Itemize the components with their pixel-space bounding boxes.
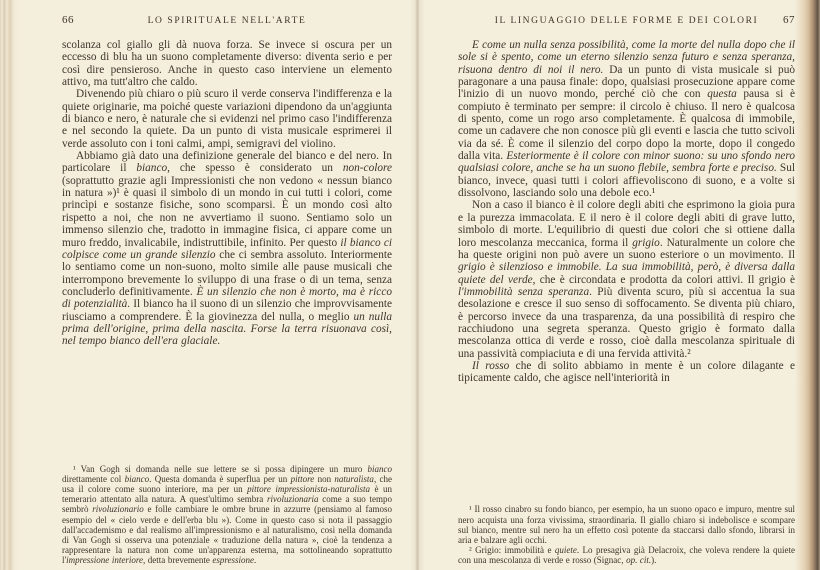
left-page-edge [0, 0, 20, 570]
right-page-body [458, 39, 795, 385]
body-paragraph: Abbiamo già dato una definizione generale del bianco e del nero. In particolare il bianco, che spesso è considerato un non-colore (soprattutto grazie agli Impressionisti che non vedono « nessun bianco in natura »)¹ è quasi il simbolo di un mondo in cui tutti i colori, come princìpi e sostanze fisiche, sono scomparsi. È un mondo così alto rispetto a noi, che non ne avvertiamo il suono. Sentiamo solo un immenso silenzio che, tradotto in immagine fisica, ci appare come un muro freddo, invalicabile, indistruttibile, infinito. Per questo il bianco ci colpisce come un grande silenzio che ci sembra assoluto. Interiormente lo sentiamo come un non-suono, molto simile alle pause musicali che interrompono brevemente lo sviluppo di una frase o di un tema, senza concluderlo definitivamente. È un silenzio che non è morto, ma è ricco di potenzialità. Il bianco ha il suono di un silenzio che improvvisamente riusciamo a comprendere. È la giovinezza del nulla, o meglio un nulla prima dell'origine, prima della nascita. Forse la terra risuonava così, nel tempo bianco dell'era glaciale. [62, 150, 392, 348]
body-paragraph: E come un nulla senza possibilità, come la morte del nulla dopo che il sole si è spento, come un eterno silenzio senza futuro e senza speranza, risuona dentro di noi il nero. Da un punto di vista musicale si può paragonare a una pausa finale: dopo, qualsiasi prosecuzione appare come l'inizio di un nuovo mondo, perché ciò che con questa pausa si è compiuto è terminato per sempre: il circolo è chiuso. Il nero è qualcosa di spento, come un rogo arso completamente. È qualcosa di immobile, come un cadavere che non conosce più gli eventi e lascia che tutto scivoli via da sé. È come il silenzio del corpo dopo la morte, dopo il congedo dalla vita. Esteriormente è il colore con minor suono: su uno sfondo nero qualsiasi colore, anche se ha un suono flebile, sembra forte e preciso. Sul bianco, invece, quasi tutti i colori affievoliscono di suono, e a volte si dissolvono, lasciando solo una debole eco.¹ [458, 39, 796, 200]
right-page-footnotes [458, 504, 795, 565]
left-page-number: 66 [62, 14, 74, 26]
body-paragraph: Non a caso il bianco è il colore degli abiti che esprimono la gioia pura e la purezza immacolata. E il nero è il colore degli abiti di grave lutto, simbolo di morte. L'equilibrio di questi due colori che si ottiene dalla loro mescolanza meccanica, forma il grigio. Naturalmente un colore che ha queste origini non può avere un suono esteriore o un movimento. Il grigio è silenzioso e immobile. La sua immobilità, però, è diversa dalla quiete del verde, che è circondata e prodotta da colori attivi. Il grigio è l'immobilità senza speranza. Più diventa scuro, più si accentua la sua desolazione e cresce il suo senso di soffocamento. Se diventa più chiaro, è percorso invece da una trasparenza, da una possibilità di respiro che racchiudono una segreta speranza. Questo grigio è formato dalla mescolanza ottica di verde e rosso, cioè dalla mescolanza spirituale di una passività compiaciuta e di una fervida attività.² [458, 199, 795, 360]
right-page-number: 67 [783, 14, 795, 26]
left-page-header [62, 14, 392, 26]
right-page-header [458, 14, 795, 26]
left-page [20, 0, 417, 570]
left-running-title: LO SPIRITUALE NELL'ARTE [147, 16, 307, 26]
footnote: ² Grigio: immobilità e quiete. Lo presagiva già Delacroix, che voleva rendere la quiete con una mescolanza di verde e rosso (Signac, op. cit.). [458, 544, 795, 565]
body-paragraph: scolanza col giallo gli dà nuova forza. Se invece si oscura per un eccesso di blu ha un suono completamente diverso: diventa serio e per così dire pensieroso. Anche in questo caso interviene un elemento attivo, ma tutt'altro che caldo. [62, 39, 392, 89]
left-page-footnotes [62, 464, 392, 565]
right-page-edge [795, 0, 820, 570]
right-running-title: IL LINGUAGGIO DELLE FORME E DEI COLORI [494, 16, 759, 26]
footnote: ¹ Il rosso cinabro su fondo bianco, per esempio, ha un suono opaco e impuro, mentre sul nero acquista una forza vivissima, straordinaria. Il giallo chiaro si indebolisce e scompare sul bianco, mentre sul nero ha un effetto così potente da staccarsi dallo sfondo, librarsi in aria e balzare agli occhi. [458, 504, 795, 545]
footnote: ¹ Van Gogh si domanda nelle sue lettere se si possa dipingere un muro bianco direttamente col bianco. Questa domanda è superflua per un pittore non naturalista, che usa il colore come suono interiore, ma per un pittore impressionista-naturalista è un temerario attentato alla natura. A quest'ultimo sembra rivoluzionaria come a suo tempo sembrò rivoluzionario e folle cambiare le ombre brune in azzurre (pensiamo al famoso esempio del « cielo verde e dell'erba blu »). Come in questo caso si nota il passaggio dall'accademismo e dal realismo all'impressionismo e al naturalismo, così nella domanda di Van Gogh si osserva una potenziale « traduzione della natura », cioè la tendenza a rappresentare la natura non come un'apparenza esterna, ma sottolineando soprattutto l'impressione interiore, detta brevemente espressione. [62, 464, 393, 565]
body-paragraph: Il rosso che di solito abbiamo in mente è un colore dilagante e tipicamente caldo, che agisce nell'interiorità in [458, 359, 796, 385]
right-page [419, 0, 796, 570]
left-page-body [62, 39, 392, 348]
body-paragraph: Divenendo più chiaro o più scuro il verde conserva l'indifferenza e la quiete originarie, ma poiché queste variazioni dipendono da un'aggiunta di bianco e nero, è naturale che si evidenzi nel primo caso l'indifferenza e nel secondo la quiete. Da un punto di vista musicale esprimerei il verde assoluto con i toni calmi, ampi, semigravi del violino. [62, 88, 392, 150]
